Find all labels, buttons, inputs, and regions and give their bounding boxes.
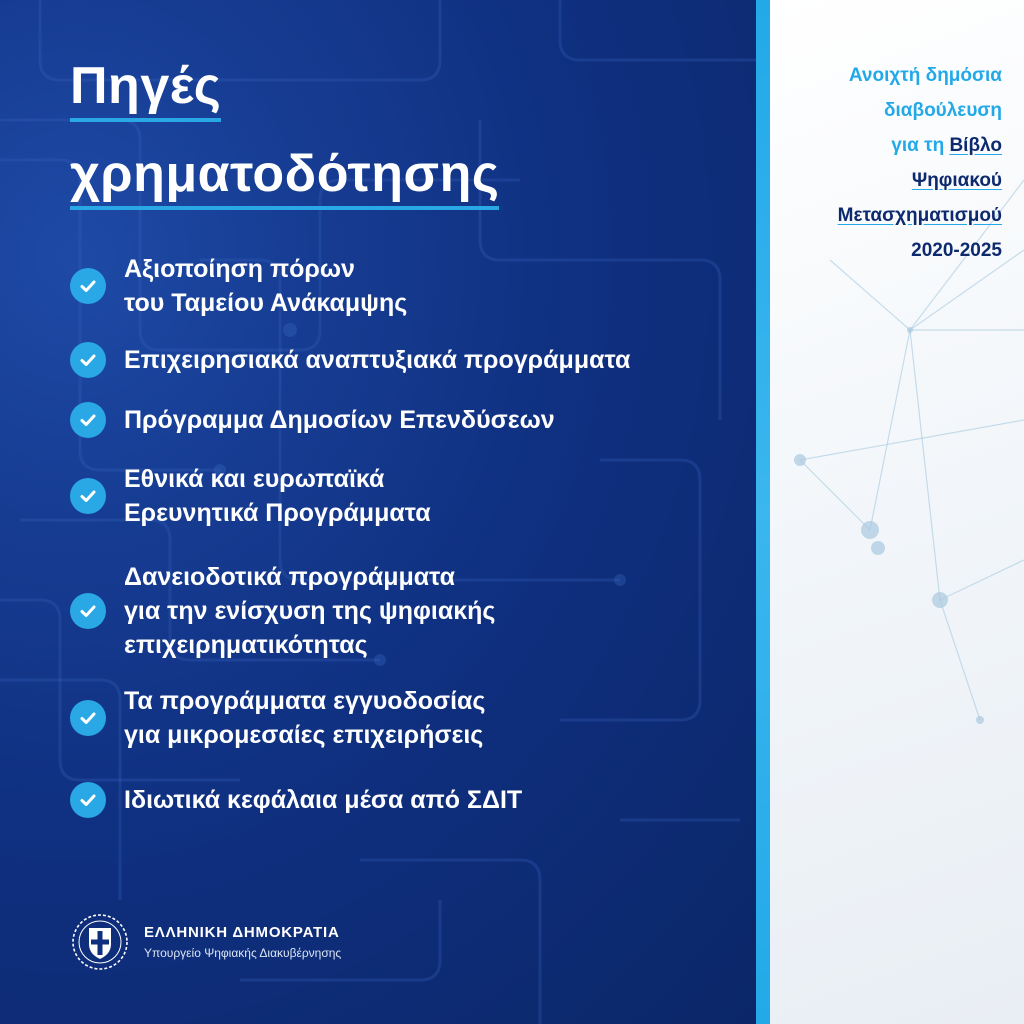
title-line-2: χρηματοδότησης [70, 148, 499, 210]
list-item-text [124, 343, 630, 377]
consultation-years: 2020-2025 [911, 240, 1002, 261]
list-item-text [124, 684, 485, 752]
list-item [70, 402, 555, 438]
checkmark-circle-icon [70, 342, 106, 378]
list-item-line: Ιδιωτικά κεφάλαια μέσα από ΣΔΙΤ [124, 786, 523, 814]
list-item-line: για την ενίσχυση της ψηφιακής [124, 597, 496, 625]
hellenic-republic-emblem-icon [70, 912, 130, 972]
list-item-text [124, 252, 407, 320]
list-item [70, 252, 407, 320]
checkmark-circle-icon [70, 268, 106, 304]
list-item [70, 560, 495, 662]
consultation-text [838, 58, 1002, 268]
checkmark-circle-icon [70, 402, 106, 438]
list-item-line: Εθνικά και ευρωπαϊκά [124, 465, 385, 493]
list-item-line: του Ταμείου Ανάκαμψης [124, 289, 408, 317]
list-item [70, 684, 485, 752]
list-item-text [124, 462, 431, 530]
list-item [70, 782, 522, 818]
list-item-line: Πρόγραμμα Δημοσίων Επενδύσεων [124, 406, 555, 434]
consultation-line-3-prefix: για τη [891, 135, 945, 156]
footer [70, 912, 341, 972]
ministry-name: Υπουργείο Ψηφιακής Διακυβέρνησης [144, 946, 342, 960]
consultation-book-link[interactable]: Βίβλο [949, 135, 1002, 156]
consultation-line-5[interactable]: Μετασχηματισμού [837, 205, 1002, 226]
list-item [70, 462, 431, 530]
list-item-line: για μικρομεσαίες επιχειρήσεις [124, 721, 484, 749]
list-item-text [124, 403, 555, 437]
list-item-line: Ερευνητικά Προγράμματα [124, 499, 431, 527]
list-item-text [124, 783, 522, 817]
consultation-line-1: Ανοιχτή δημόσια [848, 65, 1002, 86]
checkmark-circle-icon [70, 782, 106, 818]
checkmark-circle-icon [70, 700, 106, 736]
title-line-1: Πηγές [70, 60, 221, 122]
checkmark-circle-icon [70, 593, 106, 629]
list-item-line: Αξιοποίηση πόρων [124, 255, 355, 283]
list-item-line: Επιχειρησιακά αναπτυξιακά προγράμματα [124, 346, 631, 374]
list-item [70, 342, 630, 378]
list-item-text [124, 560, 495, 662]
page-title [70, 57, 500, 236]
right-panel [770, 0, 1024, 1024]
organization-name: ΕΛΛΗΝΙΚΗ ΔΗΜΟΚΡΑΤΙΑ [144, 924, 340, 941]
checkmark-circle-icon [70, 478, 106, 514]
list-item-line: επιχειρηματικότητας [124, 631, 368, 659]
consultation-line-4[interactable]: Ψηφιακού [911, 170, 1002, 191]
consultation-line-2: διαβούλευση [884, 100, 1002, 121]
list-item-line: Τα προγράμματα εγγυοδοσίας [124, 687, 486, 715]
list-item-line: Δανειοδοτικά προγράμματα [124, 563, 455, 591]
accent-bar [756, 0, 770, 1024]
